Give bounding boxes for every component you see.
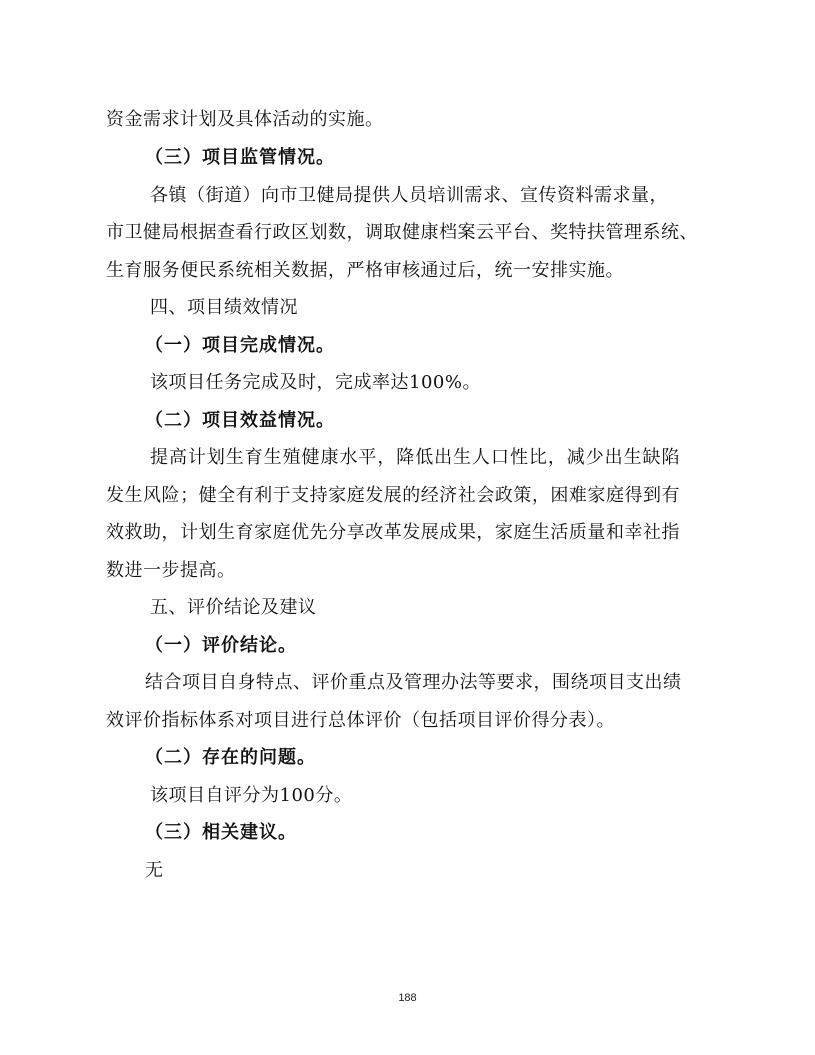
paragraph-line: 生育服务便民系统相关数据，严格审核通过后，统一安排实施。 — [106, 260, 624, 281]
chapter-heading: 五、评价结论及建议 — [150, 597, 317, 618]
paragraph-line: 发生风险；健全有利于支持家庭发展的经济社会政策，困难家庭得到有 — [106, 485, 680, 506]
paragraph-line: 效评价指标体系对项目进行总体评价（包括项目评价得分表）。 — [106, 710, 615, 731]
paragraph-line: 效救助，计划生育家庭优先分享改革发展成果，家庭生活质量和幸社指 — [106, 522, 680, 543]
paragraph-line: 数进一步提高。 — [106, 560, 236, 581]
section-heading: （一）评价结论。 — [145, 635, 297, 656]
paragraph-line: 结合项目自身特点、评价重点及管理办法等要求，围绕项目支出绩 — [145, 672, 682, 693]
paragraph-line: 无 — [145, 860, 164, 881]
page-number: 188 — [398, 992, 417, 1004]
paragraph-line: 市卫健局根据查看行政区划数，调取健康档案云平台、奖特扶管理系统、 — [106, 222, 698, 243]
section-heading: （二）存在的问题。 — [145, 747, 316, 768]
paragraph-line: 资金需求计划及具体活动的实施。 — [106, 109, 384, 130]
section-heading: （三）相关建议。 — [145, 822, 297, 843]
section-heading: （一）项目完成情况。 — [145, 335, 335, 356]
paragraph-line: 各镇（街道）向市卫健局提供人员培训需求、宣传资料需求量， — [150, 185, 668, 206]
paragraph-line: 提高计划生育生殖健康水平，降低出生人口性比，减少出生缺陷 — [150, 447, 680, 468]
section-heading: （三）项目监管情况。 — [145, 147, 335, 168]
section-heading: （二）项目效益情况。 — [145, 410, 335, 431]
paragraph-line: 该项目自评分为100分。 — [150, 785, 353, 806]
paragraph-line: 该项目任务完成及时，完成率达100%。 — [150, 372, 481, 393]
chapter-heading: 四、项目绩效情况 — [150, 297, 298, 318]
